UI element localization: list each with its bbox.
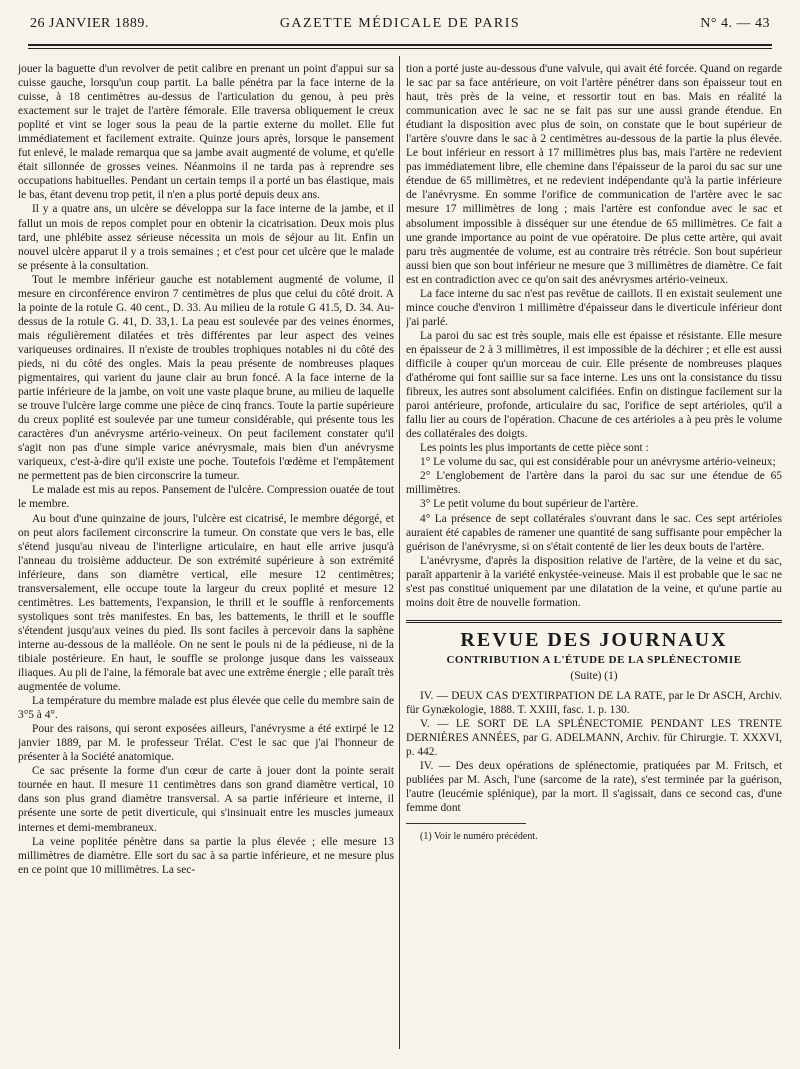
- paragraph: La veine poplitée pénètre dans sa partie la plus élevée ; elle mesure 13 millimètres de diamètre. Elle sort du sac à sa partie inférieure, et ne mesure plus en ce point que 10 millimètres. La sec-: [18, 835, 394, 876]
- footnote-rule: [406, 823, 526, 824]
- journal-title: GAZETTE MÉDICALE DE PARIS: [279, 16, 521, 31]
- paragraph: Le malade est mis au repos. Pansement de l'ulcère. Compression ouatée de tout le membre.: [18, 484, 394, 511]
- paragraph: L'anévrysme, d'après la disposition relative de l'artère, de la veine et du sac, paraît appartenir à la variété enkystée-veineuse. Mais il est probable que le sac ne s'est pas constitué uniquement par une dilatation de la veine, et qu'une partie au moins doit être de nouvelle formation.: [406, 554, 782, 609]
- review-paragraph: IV. — Des deux opérations de splénectomie, pratiquées par M. Fritsch, et publiées par M. Asch, l'une (sarcome de la rate), s'est terminée par la guérison, l'autre (leucémie splénique), par la mort. Il s'agissait, dans ce second cas, d'une femme dont: [406, 760, 782, 815]
- paragraph: tion a porté juste au-dessous d'une valvule, qui avait été forcée. Quand on regarde le sac par sa face antérieure, on voit l'artère pénétrer dans son épaisseur tout en haut, très près de la veine, et ressortir tout en bas. Mais en réalité la communication avec le sac ne se fait pas sur une aussi grande étendue. En étudiant la disposition avec plus de soin, on constate que le bout supérieur de l'artère s'ouvre dans le sac à 2 centimètres au-dessous de la partie la plus élevée. Le bout inférieur en ressort à 17 millimètres plus bas, mais l'artère ne redevient pas immédiatement libre, elle chemine dans l'épaisseur de la paroi du sac sur une étendue de 65 millimètres, et ne redevient indépendante qu'à la partie inférieure de l'anévrysme. En somme l'orifice de communication de l'artère avec le sac mesure 17 millimètres de long ; mais l'artère est confondue avec le sac et absolument impossible à disséquer sur une étendue de 65 millimètres. Ce fait a une grande importance au point de vue opératoire. De plus cette artère, qui avait paru très augmentée de volume, est au contraire très rétrécie. Son bout supérieur aussi bien que son bout inférieur ne mesure que 3 millimètres de diamètre. Ce fait est en contradiction avec ce qu'on sait des anévrysmes artério-veineux.: [406, 63, 782, 286]
- paragraph: 4° La présence de sept collatérales s'ouvrant dans le sac. Ces sept artérioles auraient été capables de ramener une quantité de sang suffisante pour empêcher la guérison de l'anévrysme, si on s'était contenté de lier les deux bouts de l'artère.: [406, 512, 782, 553]
- paragraph: Au bout d'une quinzaine de jours, l'ulcère est cicatrisé, le membre dégorgé, et on peut alors facilement circonscrire la tumeur. On constate que vers le bas, elle s'étend jusqu'au niveau de l'interligne articulaire, en haut elle arrive jusqu'à l'anneau du troisième adducteur. De son extrémité supérieure à son extrémité inférieure, dans son diamètre vertical, elle mesure 12 centimètres; transversalement, elle occupe toute la largeur du creux poplité et mesure 12 centimètres. Les battements, l'expansion, le thrill et le souffle à renforcements systoliques sont très manifestes. En bas, les battements, le thrill et le souffle s'étendent jusqu'aux veines du pied. Ils sont faciles à percevoir dans la saphène interne au-dessous de la malléole. On ne sent le pouls ni de la pédieuse, ni de la tibiale postérieure. En haut, le souffle se prolonge jusque dans les vaisseaux iliaques. Au pli de l'aine, la fémorale bat avec une extrême énergie ; elle paraît très augmentée de volume.: [18, 512, 394, 694]
- section-subtitle: CONTRIBUTION A L'ÉTUDE DE LA SPLÉNECTOMIE: [446, 653, 742, 666]
- left-column: [18, 62, 394, 1049]
- column-divider: [399, 56, 400, 1049]
- issue-date: 26 JANVIER 1889.: [30, 16, 149, 31]
- paragraph: La température du membre malade est plus élevée que celle du membre sain de 3°5 à 4°.: [18, 695, 394, 722]
- paragraph: La paroi du sac est très souple, mais elle est épaisse et résistante. Elle mesure en épaisseur de 2 à 3 millimètres, il est impossible de la déchirer ; et elle est aussi difficile à couper qu'un morceau de cuir. Elle présente de nombreuses plaques d'athérome qui font saillie sur sa face interne. Les uns ont la consistance du tissu fibreux, les autres sont absolument calcifiées. Enfin on distingue facilement sur la paroi antérieure, profonde, articulaire du sac, l'orifice de sept artérioles, qu'il a fallu lier au cours de l'opération. Chacune de ces artérioles a à peu près le volume des collatérales des doigts.: [406, 329, 782, 441]
- header-rule-thin: [28, 48, 772, 49]
- section-separator: [406, 620, 782, 623]
- paragraph: 1° Le volume du sac, qui est considérable pour un anévrysme artério-veineux;: [420, 456, 776, 469]
- journal-reference: V. — LE SORT DE LA SPLÉNECTOMIE PENDANT LES TRENTE DERNIÈRES ANNÉES, par G. ADELMANN, Archiv. für Chirurgie. T. XXXVI, p. 442.: [406, 718, 782, 759]
- paragraph: Pour des raisons, qui seront exposées ailleurs, l'anévrysme a été extirpé le 12 janvier 1889, par M. le professeur Trélat. C'est le sac que j'ai l'honneur de présenter à la Société anatomique.: [18, 723, 394, 764]
- paragraph: La face interne du sac n'est pas revêtue de caillots. Il en existait seulement une mince couche d'environ 1 millimètre d'épaisseur dans le diverticule inférieur dont j'ai parlé.: [406, 287, 782, 328]
- footnote: (1) Voir le numéro précédent.: [420, 831, 538, 843]
- page-header: [30, 16, 770, 40]
- journal-reference: IV. — DEUX CAS D'EXTIRPATION DE LA RATE, par le Dr ASCH, Archiv. für Gynækologie, 1888. T. XXIII, fasc. 1. p. 130.: [406, 689, 782, 717]
- right-column: [406, 62, 782, 1049]
- section-title: REVUE DES JOURNAUX: [460, 628, 728, 651]
- header-rule: [28, 44, 772, 46]
- paragraph: 3° Le petit volume du bout supérieur de l'artère.: [420, 498, 639, 511]
- paragraph: Tout le membre inférieur gauche est notablement augmenté de volume, il mesure en circonférence environ 7 centimètres de plus que celui du côté droit. A la pointe de la rotule G. 40 cent., D. 33. Au milieu de la rotule G 41.5, D. 34. Au-dessus de la rotule G. 41, D. 33,1. La peau est soulevée par des veines énormes, mais régulièrement dilatées et très différentes par leur aspect des veines variqueuses ordinaires. Il n'existe de troubles trophiques notables ni du côté des pieds, ni du côté des ongles. Mais la peau présente de nombreuses plaques pigmentaires, qui varient du jaune clair au brun foncé. A la face interne de la partie inférieure de la jambe, on voit une vaste plaque brune, au milieu de laquelle se trouve l'ulcère large comme une pièce de cinq francs. Toute la partie supérieure du creux poplité est soulevée par une tumeur considérable, qui présente tous les caractères d'un anévrysme artério-veineux. On peut facilement constater qu'il s'agit non pas d'une simple varice anévrysmale, mais bien d'un anévrysme variqueux, c'est-à-dire qu'il existe une poche. Toutefois l'œdème et l'empâtement ne permettent pas de bien circonscrire la tumeur.: [18, 273, 394, 483]
- issue-page-number: N° 4. — 43: [700, 16, 770, 31]
- paragraph: Il y a quatre ans, un ulcère se développa sur la face interne de la jambe, et il fallut un mois de repos complet pour en obtenir la cicatrisation. Deux mois plus tard, une phlébite assez sérieuse nécessita un mois de séjour au lit. Enfin un nouvel ulcère apparut il y a trois semaines ; et c'est pour cet ulcère que le malade se présente à la consultation.: [18, 203, 394, 272]
- section-suite-note: (Suite) (1): [570, 669, 618, 682]
- paragraph: Ce sac présente la forme d'un cœur de carte à jouer dont la pointe serait tournée en haut. Il mesure 11 centimètres dans son grand diamètre vertical, 10 dans son plus grand diamètre transversal. A sa partie inférieure et interne, il présente une sorte de petit diverticule, qui s'insinuait entre les muscles jumeaux internes et demi-membraneux.: [18, 765, 394, 834]
- paragraph: Les points les plus importants de cette pièce sont :: [420, 442, 649, 455]
- paragraph: 2° L'englobement de l'artère dans la paroi du sac sur une étendue de 65 millimètres.: [406, 470, 782, 497]
- paragraph: jouer la baguette d'un revolver de petit calibre en prenant un point d'appui sur sa cuisse gauche, lorsqu'un coup partit. La balle pénétra par la face interne de la cuisse, à 18 centimètres au-dessus de l'articulation du genou, à peu près exactement sur le trajet de l'artère fémorale. Elle traversa obliquement le creux poplité et vint se loger sous la peau de la partie externe du mollet. Elle fut immédiatement et facilement extraite. Quinze jours après, lorsque le pansement fut enlevé, le malade remarqua que sa jambe avait augmenté de volume, et qu'elle était sillonnée de grosses veines. Néanmoins il ne tarda pas à reprendre ses occupations habituelles. Pendant un certain temps il a porté un bas élastique, mais le bas, étant devenu trop petit, il n'en a plus porté depuis deux ans.: [18, 63, 394, 202]
